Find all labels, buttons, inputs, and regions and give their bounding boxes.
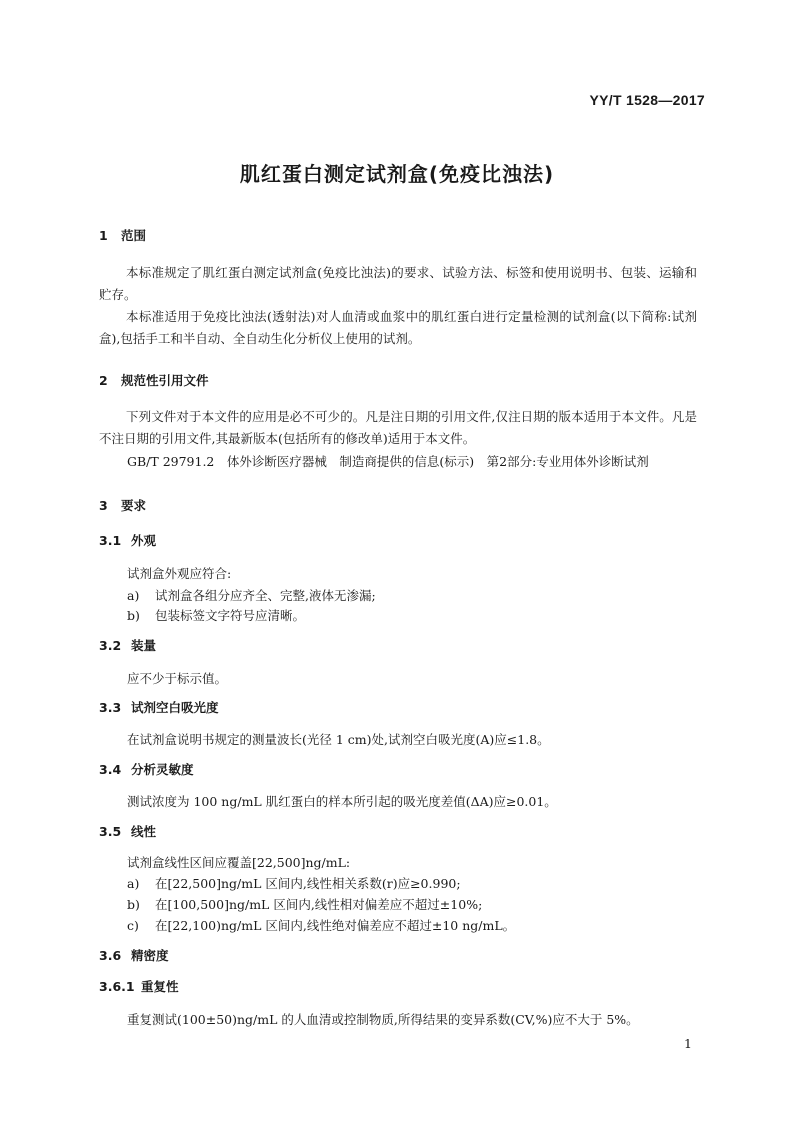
section-title: 重复性 bbox=[141, 979, 179, 994]
section-3-3-heading bbox=[99, 698, 219, 716]
section-title: 范围 bbox=[121, 228, 147, 243]
section-title: 要求 bbox=[121, 498, 147, 513]
linearity-intro: 试剂盒线性区间应覆盖[22,500]ng/mL: bbox=[127, 855, 351, 870]
normative-reference: GB/T 29791.2 体外诊断医疗器械 制造商提供的信息(标示) 第2部分:专业用体外诊断试剂 bbox=[127, 454, 649, 469]
list-item bbox=[127, 895, 482, 913]
section-title: 规范性引用文件 bbox=[121, 373, 209, 388]
list-item-label: b) bbox=[127, 608, 140, 623]
list-item bbox=[127, 916, 515, 934]
section-number: 3.4 bbox=[99, 762, 122, 777]
section-number: 3.1 bbox=[99, 533, 122, 548]
list-item bbox=[127, 874, 461, 892]
section-3-heading bbox=[99, 496, 146, 514]
section-3-2-heading bbox=[99, 636, 156, 654]
section-title: 装量 bbox=[131, 638, 157, 653]
section-number: 1 bbox=[99, 228, 108, 243]
section-3-1-heading bbox=[99, 531, 156, 549]
list-item-label: a) bbox=[127, 876, 140, 891]
document-title: 肌红蛋白测定试剂盒(免疫比浊法) bbox=[239, 162, 555, 186]
list-item-text: 在[22,100)ng/mL 区间内,线性绝对偏差应不超过±10 ng/mL。 bbox=[155, 918, 516, 933]
section-number: 2 bbox=[99, 373, 108, 388]
section-3-6-1-heading bbox=[99, 977, 179, 995]
section-number: 3.6 bbox=[99, 948, 122, 963]
list-item-label: b) bbox=[127, 897, 140, 912]
standard-code: YY/T 1528—2017 bbox=[589, 92, 705, 108]
section-title: 分析灵敏度 bbox=[131, 762, 194, 777]
list-item-label: a) bbox=[127, 588, 140, 603]
appearance-intro: 试剂盒外观应符合: bbox=[127, 566, 232, 581]
page-number: 1 bbox=[684, 1036, 692, 1051]
fill-volume-text: 应不少于标示值。 bbox=[127, 671, 228, 686]
section-2-heading bbox=[99, 371, 209, 389]
list-item-text: 试剂盒各组分应齐全、完整,液体无渗漏; bbox=[155, 588, 376, 603]
section-2-paragraph-1: 下列文件对于本文件的应用是必不可少的。凡是注日期的引用文件,仅注日期的版本适用于本文件。凡是不注日期的引用文件,其最新版本(包括所有的修改单)适用于本文件。 bbox=[99, 409, 697, 446]
section-title: 外观 bbox=[131, 533, 157, 548]
list-item-text: 在[22,500]ng/mL 区间内,线性相关系数(r)应≥0.990; bbox=[155, 876, 461, 891]
section-title: 试剂空白吸光度 bbox=[131, 700, 219, 715]
section-number: 3 bbox=[99, 498, 108, 513]
section-1-heading bbox=[99, 226, 146, 244]
section-3-4-heading bbox=[99, 760, 194, 778]
list-item bbox=[127, 586, 376, 604]
section-number: 3.2 bbox=[99, 638, 122, 653]
section-1-paragraph-2: 本标准适用于免疫比浊法(透射法)对人血清或血浆中的肌红蛋白进行定量检测的试剂盒(以下简称:试剂盒),包括手工和半自动、全自动生化分析仪上使用的试剂。 bbox=[99, 309, 697, 346]
list-item bbox=[127, 606, 305, 624]
section-number: 3.3 bbox=[99, 700, 122, 715]
reagent-blank-text: 在试剂盒说明书规定的测量波长(光径 1 cm)处,试剂空白吸光度(A)应≤1.8。 bbox=[127, 732, 550, 747]
list-item-text: 包装标签文字符号应清晰。 bbox=[155, 608, 306, 623]
section-1-paragraph-1: 本标准规定了肌红蛋白测定试剂盒(免疫比浊法)的要求、试验方法、标签和使用说明书、包装、运输和贮存。 bbox=[99, 265, 697, 302]
section-title: 线性 bbox=[131, 824, 157, 839]
section-number: 3.6.1 bbox=[99, 979, 135, 994]
sensitivity-text: 测试浓度为 100 ng/mL 肌红蛋白的样本所引起的吸光度差值(ΔA)应≥0.01。 bbox=[127, 794, 557, 809]
section-3-6-heading bbox=[99, 946, 169, 964]
section-3-5-heading bbox=[99, 822, 156, 840]
list-item-label: c) bbox=[127, 918, 139, 933]
list-item-text: 在[100,500]ng/mL 区间内,线性相对偏差应不超过±10%; bbox=[155, 897, 483, 912]
section-number: 3.5 bbox=[99, 824, 122, 839]
section-title: 精密度 bbox=[131, 948, 169, 963]
repeatability-text: 重复测试(100±50)ng/mL 的人血清或控制物质,所得结果的变异系数(CV,%)应不大于 5%。 bbox=[127, 1012, 639, 1027]
